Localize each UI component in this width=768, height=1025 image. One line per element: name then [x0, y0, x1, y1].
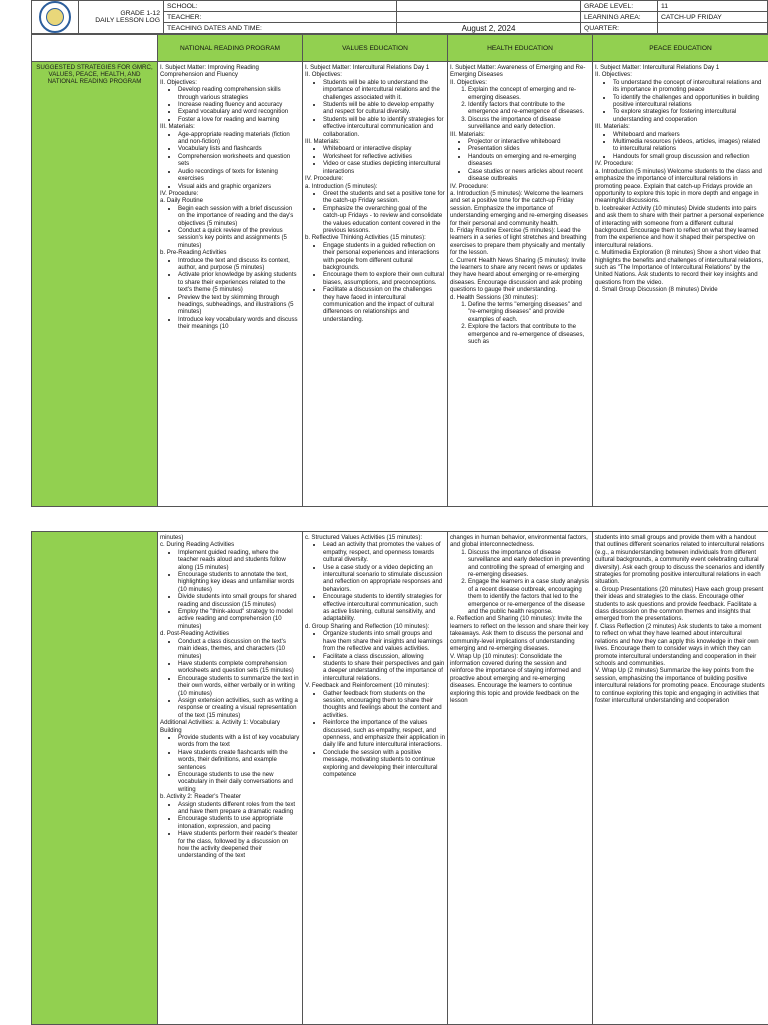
lesson-log-page-1: [31, 0, 768, 493]
cell-paragraph: I. Subject Matter: Intercultural Relations Day 1: [305, 64, 445, 71]
cell-paragraph: II. Objectives:: [305, 71, 445, 78]
cell-paragraph: d. Post-Reading Activities: [160, 630, 300, 637]
list-item: • Encourage students to summarize the text in their own words, either verbally or in writing (10 minutes): [178, 675, 300, 697]
teacher-value: [397, 12, 581, 23]
list-item: • Have students complete comprehension worksheets and question sets (15 minutes): [178, 660, 300, 675]
list-item: • Lead an activity that promotes the values of empathy, respect, and openness towards cultural diversity.: [323, 541, 445, 563]
list-item: • Projector or interactive whiteboard: [468, 138, 590, 145]
numbered-list: [450, 301, 590, 345]
cell-paragraph: V. Wrap Up (2 minutes) Summarize the key points from the session, emphasizing the importance of building positive intercultural relations for promoting peace. Encourage students to continue exploring this topic and engaging in activities that foster intercultural understanding and cooperation: [595, 667, 766, 704]
peace-cell-1: [593, 62, 768, 507]
list-item: • Preview the text by skimming through headings, subheadings, and illustrations (5 minutes): [178, 294, 300, 316]
cell-paragraph: II. Objectives:: [450, 79, 590, 86]
list-item: • Vocabulary lists and flashcards: [178, 145, 300, 152]
list-item: • Visual aids and graphic organizers: [178, 183, 300, 190]
lesson-log-page-2: [31, 531, 768, 1024]
list-item: • Expand vocabulary and word recognition: [178, 108, 300, 115]
cell-paragraph: c. Current Health News Sharing (5 minutes): Invite the learners to share any recent news or updates they have heard about emerging or re-emerging diseases. Encourage discussion and ask probing questions to gauge their understanding.: [450, 257, 590, 294]
list-item: • Encourage students to identify strategies for effective intercultural communication, such as active listening, cultural sensitivity, and adaptability.: [323, 593, 445, 623]
bullet-list: [160, 86, 300, 123]
list-item: • Divide students into small groups for shared reading and discussion (15 minutes): [178, 593, 300, 608]
dates-label: TEACHING DATES AND TIME:: [164, 23, 397, 34]
side-label: SUGGESTED STRATEGIES FOR GMRC, VALUES, PEACE, HEALTH, AND NATIONAL READING PROGRAM: [32, 62, 158, 507]
bullet-list: [305, 190, 445, 234]
list-item: • Have students perform their reader's theater for the class, followed by a discussion on how the activity deepened their understanding of the text: [178, 830, 300, 860]
bullet-list: [450, 138, 590, 182]
quarter-value: [658, 23, 768, 34]
list-item: • Encourage students to use appropriate intonation, expression, and pacing: [178, 815, 300, 830]
bullet-list: [160, 549, 300, 630]
bullet-list: [305, 541, 445, 622]
list-item: • Employ the "think-aloud" strategy to model active reading and comprehension (10 minutes): [178, 608, 300, 630]
learning-area-value: CATCH-UP FRIDAY: [658, 12, 768, 23]
deped-seal-cell: [32, 1, 79, 34]
list-item: • Develop reading comprehension skills through various strategies: [178, 86, 300, 101]
list-item: • Presentation slides: [468, 145, 590, 152]
list-item: • Audio recordings of texts for listening exercises: [178, 168, 300, 183]
list-item: • Age-appropriate reading materials (fiction and non-fiction): [178, 131, 300, 146]
health-cell-1: [448, 62, 593, 507]
list-item: • Conclude the session with a positive message, motivating students to continue exploring and developing their intercultural competence: [323, 749, 445, 779]
list-item: • Increase reading fluency and accuracy: [178, 101, 300, 108]
cell-paragraph: I. Subject Matter: Intercultural Relations Day 1: [595, 64, 766, 71]
numbered-list: [450, 549, 590, 616]
cell-paragraph: c. Multimedia Exploration (8 minutes) Show a short video that highlights the benefits and challenges of intercultural relations, such as "The Importance of Intercultural Relations" by the United Nations. Ask students to record their key insights and questions from the video.: [595, 249, 766, 286]
numbered-list: [450, 86, 590, 130]
bullet-list: [160, 131, 300, 190]
bullet-list: [305, 242, 445, 323]
bullet-list: [160, 801, 300, 860]
column-header-health: HEALTH EDUCATION: [448, 35, 593, 62]
cell-paragraph: d. Small Group Discussion (8 minutes) Divide: [595, 286, 766, 293]
list-item: • To explore strategies for fostering intercultural understanding and cooperation: [613, 108, 766, 123]
list-item: • Activate prior knowledge by asking students to share their experiences related to the text's theme (5 minutes): [178, 271, 300, 293]
list-item: 3. Discuss the importance of disease surveillance and early detection.: [468, 116, 590, 131]
cell-paragraph: c. During Reading Activities: [160, 541, 300, 548]
deped-seal-icon: [39, 1, 71, 33]
cell-paragraph: e. Group Presentations (20 minutes) Have each group present their ideas and strategies to the class. Encourage other students to ask questions and provide feedback. Facilitate a class discussion on the common themes and insights that emerged from the presentations.: [595, 586, 766, 623]
cell-paragraph: V. Feedback and Reinforcement (10 minutes):: [305, 682, 445, 689]
cell-paragraph: a. Daily Routine: [160, 197, 300, 204]
cell-paragraph: Additional Activities: a. Activity 1: Vocabulary Building: [160, 719, 300, 734]
list-item: • Begin each session with a brief discussion on the importance of reading and the day's objectives (5 minutes): [178, 205, 300, 227]
grade-level-value: 11: [658, 1, 768, 12]
cell-paragraph: II. Objectives:: [595, 71, 766, 78]
bullet-list: [160, 638, 300, 719]
cell-paragraph: II. Objectives:: [160, 79, 300, 86]
grade-level-label: GRADE LEVEL:: [581, 1, 658, 12]
list-item: • Students will be able to develop empathy and respect for cultural diversity.: [323, 101, 445, 116]
column-header-reading: NATIONAL READING PROGRAM: [158, 35, 303, 62]
list-item: • Conduct a class discussion on the text's main ideas, themes, and characters (10 minutes): [178, 638, 300, 660]
list-item: • Provide students with a list of key vocabulary words from the text: [178, 734, 300, 749]
bullet-list: [160, 257, 300, 331]
list-item: 2. Identify factors that contribute to the emergence and re-emergence of diseases.: [468, 101, 590, 116]
list-item: • Students will be able to identify strategies for effective intercultural communication and collaboration.: [323, 116, 445, 138]
list-item: • Organize students into small groups and have them share their insights and learnings from the reflective and values activities.: [323, 630, 445, 652]
cell-paragraph: changes in human behavior, environmental factors, and global interconnectedness.: [450, 534, 590, 549]
cell-paragraph: c. Structured Values Activities (15 minutes):: [305, 534, 445, 541]
cell-paragraph: a. Introduction (5 minutes): Welcome the learners and set a positive tone for the catch-up Friday session. Emphasize the importance of understanding emerging and re-emerging diseases for their personal and community health.: [450, 190, 590, 227]
list-item: • Encourage them to explore their own cultural biases, assumptions, and preconceptions.: [323, 271, 445, 286]
teacher-label: TEACHER:: [164, 12, 397, 23]
reading-cell-2: [158, 532, 303, 1025]
list-item: • Assign students different roles from the text and have them prepare a dramatic reading: [178, 801, 300, 816]
list-item: • Worksheet for reflective activities: [323, 153, 445, 160]
peace-cell-2: [593, 532, 768, 1025]
cell-paragraph: IV. Procedure:: [595, 160, 766, 167]
list-item: • Encourage students to use the new vocabulary in their daily conversations and writing: [178, 771, 300, 793]
cell-paragraph: b. Pre-Reading Activities: [160, 249, 300, 256]
list-item: • Greet the students and set a positive tone for the catch-up Friday session.: [323, 190, 445, 205]
list-item: • Implement guided reading, where the teacher reads aloud and students follow along (15 minutes): [178, 549, 300, 571]
list-item: • Foster a love for reading and learning: [178, 116, 300, 123]
column-header-values: VALUES EDUCATION: [303, 35, 448, 62]
cell-paragraph: e. Reflection and Sharing (10 minutes): Invite the learners to reflect on the lesson and share their key takeaways. Ask them to discuss the personal and community-level implications of understanding emerging and re-emerging diseases.: [450, 615, 590, 652]
cell-paragraph: students into small groups and provide them with a handout that outlines different scenarios related to intercultural relations (e.g., a misunderstanding between individuals from different cultural backgrounds, a community event celebrating cultural diversity). Ask each group to discuss the scenarios and identify strategies for promoting positive intercultural relations in each situation.: [595, 534, 766, 586]
list-item: • Facilitate a discussion on the challenges they have faced in intercultural communication and the impact of cultural differences on relationships and understanding.: [323, 286, 445, 323]
cell-paragraph: III. Materials:: [450, 131, 590, 138]
bullet-list: [305, 630, 445, 682]
corner-cell: [32, 35, 158, 62]
list-item: • Comprehension worksheets and question sets: [178, 153, 300, 168]
subject-table: [31, 34, 768, 507]
list-item: • Encourage students to annotate the text, highlighting key ideas and unfamiliar words (10 minutes): [178, 571, 300, 593]
values-cell-1: [303, 62, 448, 507]
list-item: • To understand the concept of intercultural relations and its importance in promoting peace: [613, 79, 766, 94]
cell-paragraph: a. Introduction (5 minutes) Welcome students to the class and emphasize the importance of intercultural relations in promoting peace. Explain that catch-up Fridays provide an opportunity to explore this topic in more depth and engage in meaningful discussions.: [595, 168, 766, 205]
reading-cell-1: [158, 62, 303, 507]
school-label: SCHOOL:: [164, 1, 397, 12]
list-item: • Case studies or news articles about recent disease outbreaks: [468, 168, 590, 183]
cell-paragraph: d. Health Sessions (30 minutes):: [450, 294, 590, 301]
list-item: • Use a case study or a video depicting an intercultural scenario to stimulate discussion and reflection on appropriate responses and behaviors.: [323, 564, 445, 594]
school-value: [397, 1, 581, 12]
list-item: • Whiteboard and markers: [613, 131, 766, 138]
list-item: • Reinforce the importance of the values discussed, such as empathy, respect, and openness, and emphasize their application in daily life and future intercultural interactions.: [323, 719, 445, 749]
side-label-continued: [32, 532, 158, 1025]
bullet-list: [160, 734, 300, 793]
cell-paragraph: f. Class Reflection (2 minutes) Ask students to take a moment to reflect on what they have learned about intercultural relations and how they can apply this knowledge in their own lives. Encourage them to consider ways in which they can promote intercultural understanding and cooperation in their schools and communities.: [595, 623, 766, 667]
column-header-peace: PEACE EDUCATION: [593, 35, 768, 62]
cell-paragraph: I. Subject Matter: Improving Reading Comprehension and Fluency: [160, 64, 300, 79]
list-item: 2. Explore the factors that contribute to the emergence and re-emergence of diseases, such as: [468, 323, 590, 345]
list-item: • Emphasize the overarching goal of the catch-up Fridays - to review and consolidate the values education content covered in the previous lessons.: [323, 205, 445, 235]
cell-paragraph: III. Materials:: [305, 138, 445, 145]
cell-paragraph: b. Activity 2: Reader's Theater: [160, 793, 300, 800]
bullet-list: [305, 79, 445, 138]
list-item: 1. Discuss the importance of disease surveillance and early detection in preventing and controlling the spread of emerging and re-emerging diseases.: [468, 549, 590, 579]
cell-paragraph: III. Materials:: [595, 123, 766, 130]
list-item: • Have students create flashcards with the words, their definitions, and example sentences: [178, 749, 300, 771]
learning-area-label: LEARNING AREA:: [581, 12, 658, 23]
health-cell-2: [448, 532, 593, 1025]
cell-paragraph: IV. Procedure:: [450, 183, 590, 190]
list-item: • Engage students in a guided reflection on their personal experiences and interactions with people from different cultural backgrounds.: [323, 242, 445, 272]
list-item: • Gather feedback from students on the session, encouraging them to share their thoughts and feelings about the content and activities.: [323, 690, 445, 720]
bullet-list: [305, 690, 445, 779]
cell-paragraph: b. Reflective Thinking Activities (15 minutes):: [305, 234, 445, 241]
quarter-label: QUARTER:: [581, 23, 658, 34]
cell-paragraph: IV. Procedure:: [160, 190, 300, 197]
cell-paragraph: d. Group Sharing and Reflection (10 minutes):: [305, 623, 445, 630]
list-item: 2. Engage the learners in a case study analysis of a recent disease outbreak, encouraging them to identify the factors that led to the emergence or re-emergence of the disease and the public health response.: [468, 578, 590, 615]
subject-table-continued: [31, 531, 768, 1025]
cell-paragraph: a. Introduction (5 minutes):: [305, 183, 445, 190]
list-item: • Multimedia resources (videos, articles, images) related to intercultural relations: [613, 138, 766, 153]
cell-paragraph: b. Icebreaker Activity (10 minutes) Divide students into pairs and ask them to share with their partner a personal experience of interacting with someone from a different cultural background. Encourage them to reflect on what they learned from the experience and how it shaped their perspective on intercultural relations.: [595, 205, 766, 249]
list-item: • Conduct a quick review of the previous session's key points and assignments (5 minutes): [178, 227, 300, 249]
list-item: • Students will be able to understand the importance of intercultural relations and the challenges associated with it.: [323, 79, 445, 101]
cell-paragraph: IV. Procedure:: [305, 175, 445, 182]
list-item: • To identify the challenges and opportunities in building positive intercultural relations: [613, 94, 766, 109]
list-item: 1. Explain the concept of emerging and re-emerging diseases.: [468, 86, 590, 101]
list-item: • Assign extension activities, such as writing a response or creating a visual representation of the text (15 minutes): [178, 697, 300, 719]
bullet-list: [595, 131, 766, 161]
list-item: • Video or case studies depicting intercultural interactions: [323, 160, 445, 175]
values-cell-2: [303, 532, 448, 1025]
cell-paragraph: minutes): [160, 534, 300, 541]
list-item: • Whiteboard or interactive display: [323, 145, 445, 152]
grade-log-title: GRADE 1-12 DAILY LESSON LOG: [79, 1, 164, 34]
header-table: [31, 0, 768, 34]
list-item: • Introduce the text and discuss its context, author, and purpose (5 minutes): [178, 257, 300, 272]
cell-paragraph: III. Materials:: [160, 123, 300, 130]
list-item: • Introduce key vocabulary words and discuss their meanings (10: [178, 316, 300, 331]
cell-paragraph: I. Subject Matter: Awareness of Emerging and Re-Emerging Diseases: [450, 64, 590, 79]
date-value: August 2, 2024: [397, 23, 581, 34]
bullet-list: [595, 79, 766, 123]
list-item: • Facilitate a class discussion, allowing students to share their perspectives and gain a deeper understanding of the importance of intercultural relations.: [323, 653, 445, 683]
cell-paragraph: V. Wrap Up (10 minutes): Consolidate the information covered during the session and reinforce the importance of staying informed and proactive about emerging and re-emerging diseases. Encourage the learners to continue exploring this topic and provide feedback on the lesson: [450, 653, 590, 705]
list-item: 1. Define the terms "emerging diseases" and "re-emerging diseases" and provide examples of each.: [468, 301, 590, 323]
list-item: • Handouts on emerging and re-emerging diseases: [468, 153, 590, 168]
bullet-list: [305, 145, 445, 175]
list-item: • Handouts for small group discussion and reflection: [613, 153, 766, 160]
bullet-list: [160, 205, 300, 249]
cell-paragraph: b. Friday Routine Exercise (5 minutes): Lead the learners in a series of light stretches and breathing exercises to prepare them physically and mentally for the lesson.: [450, 227, 590, 257]
